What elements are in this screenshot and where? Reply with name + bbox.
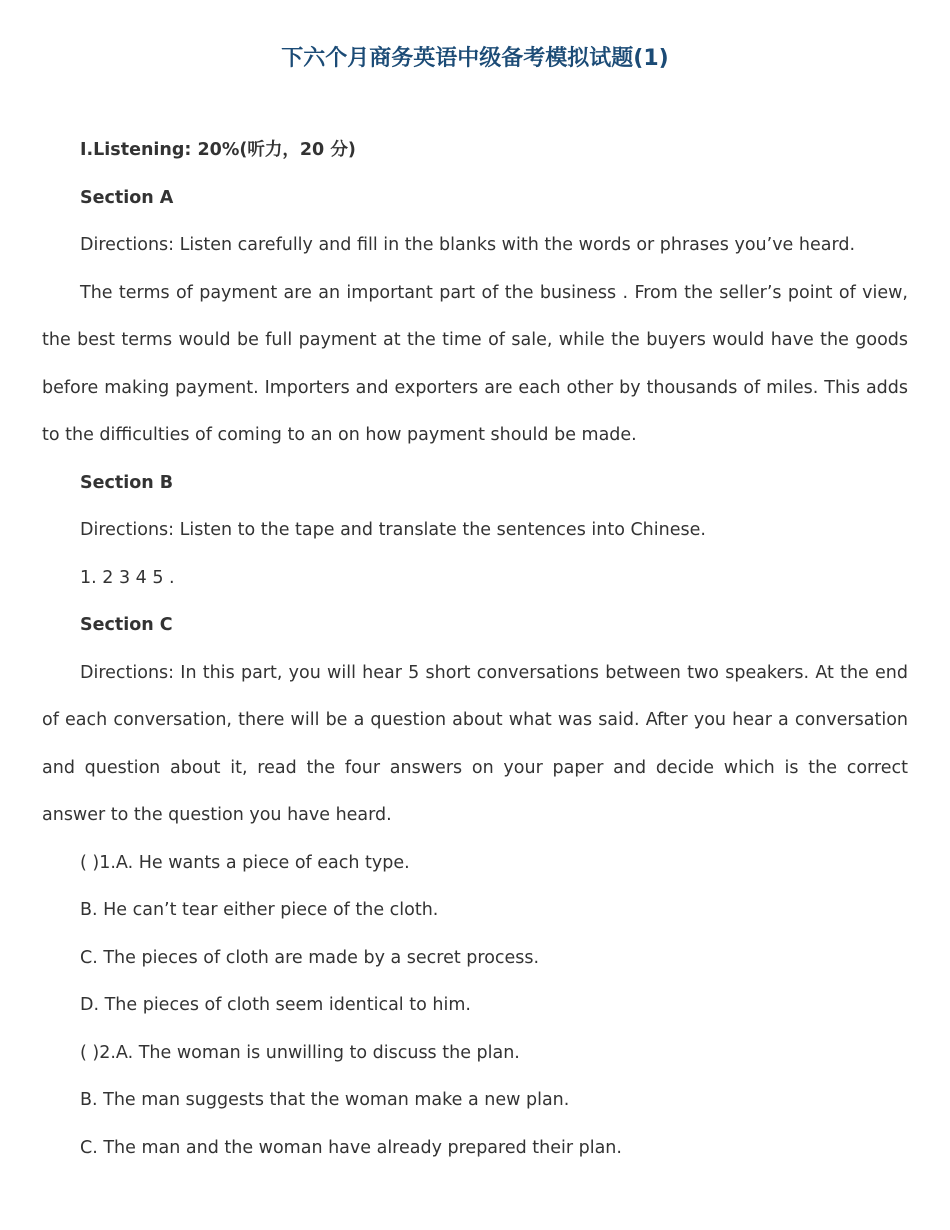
question-2-option-c: C. The man and the woman have already prepared their plan. (80, 1137, 622, 1158)
question-2-option-b: B. The man suggests that the woman make a new plan. (80, 1090, 570, 1110)
section-b-directions: Directions: Listen to the tape and translate the sentences into Chinese. (80, 520, 706, 540)
page-title: 下六个月商务英语中级备考模拟试题(1) (281, 46, 669, 71)
section-a-heading: Section A (80, 187, 174, 208)
section-a-directions: Directions: Listen carefully and fill in the blanks with the words or phrases you’ve heard. (80, 235, 856, 255)
question-1-option-a: ( )1.A. He wants a piece of each type. (80, 852, 410, 873)
document-body (42, 127, 908, 1172)
question-1-option-c: C. The pieces of cloth are made by a secret process. (80, 947, 540, 968)
section-b-heading: Section B (80, 472, 174, 493)
section-c-heading: Section C (80, 615, 173, 635)
part-heading-listening: Ⅰ.Listening: 20%(听力，20 分) (80, 140, 356, 160)
question-1-option-d: D. The pieces of cloth seem identical to him. (80, 995, 471, 1015)
section-b-numbers: 1. 2 3 4 5 . (80, 567, 175, 588)
section-c-directions: Directions: In this part, you will hear 5 short conversations between two speakers. At the end of each conversation, there will be a question about what was said. After you hear a conversation and question about it, read the four answers on your paper and decide which is the correct answer to the question you have heard. (42, 662, 908, 825)
question-2-option-a: ( )2.A. The woman is unwilling to discuss the plan. (80, 1042, 520, 1063)
question-1-option-b: B. He can’t tear either piece of the cloth. (80, 900, 439, 920)
section-a-passage: The terms of payment are an important part of the business . From the seller’s point of view, the best terms would be full payment at the time of sale, while the buyers would have the goods before making payment. Importers and exporters are each other by thousands of miles. This adds to the difficulties of coming to an on how payment should be made. (42, 282, 908, 445)
